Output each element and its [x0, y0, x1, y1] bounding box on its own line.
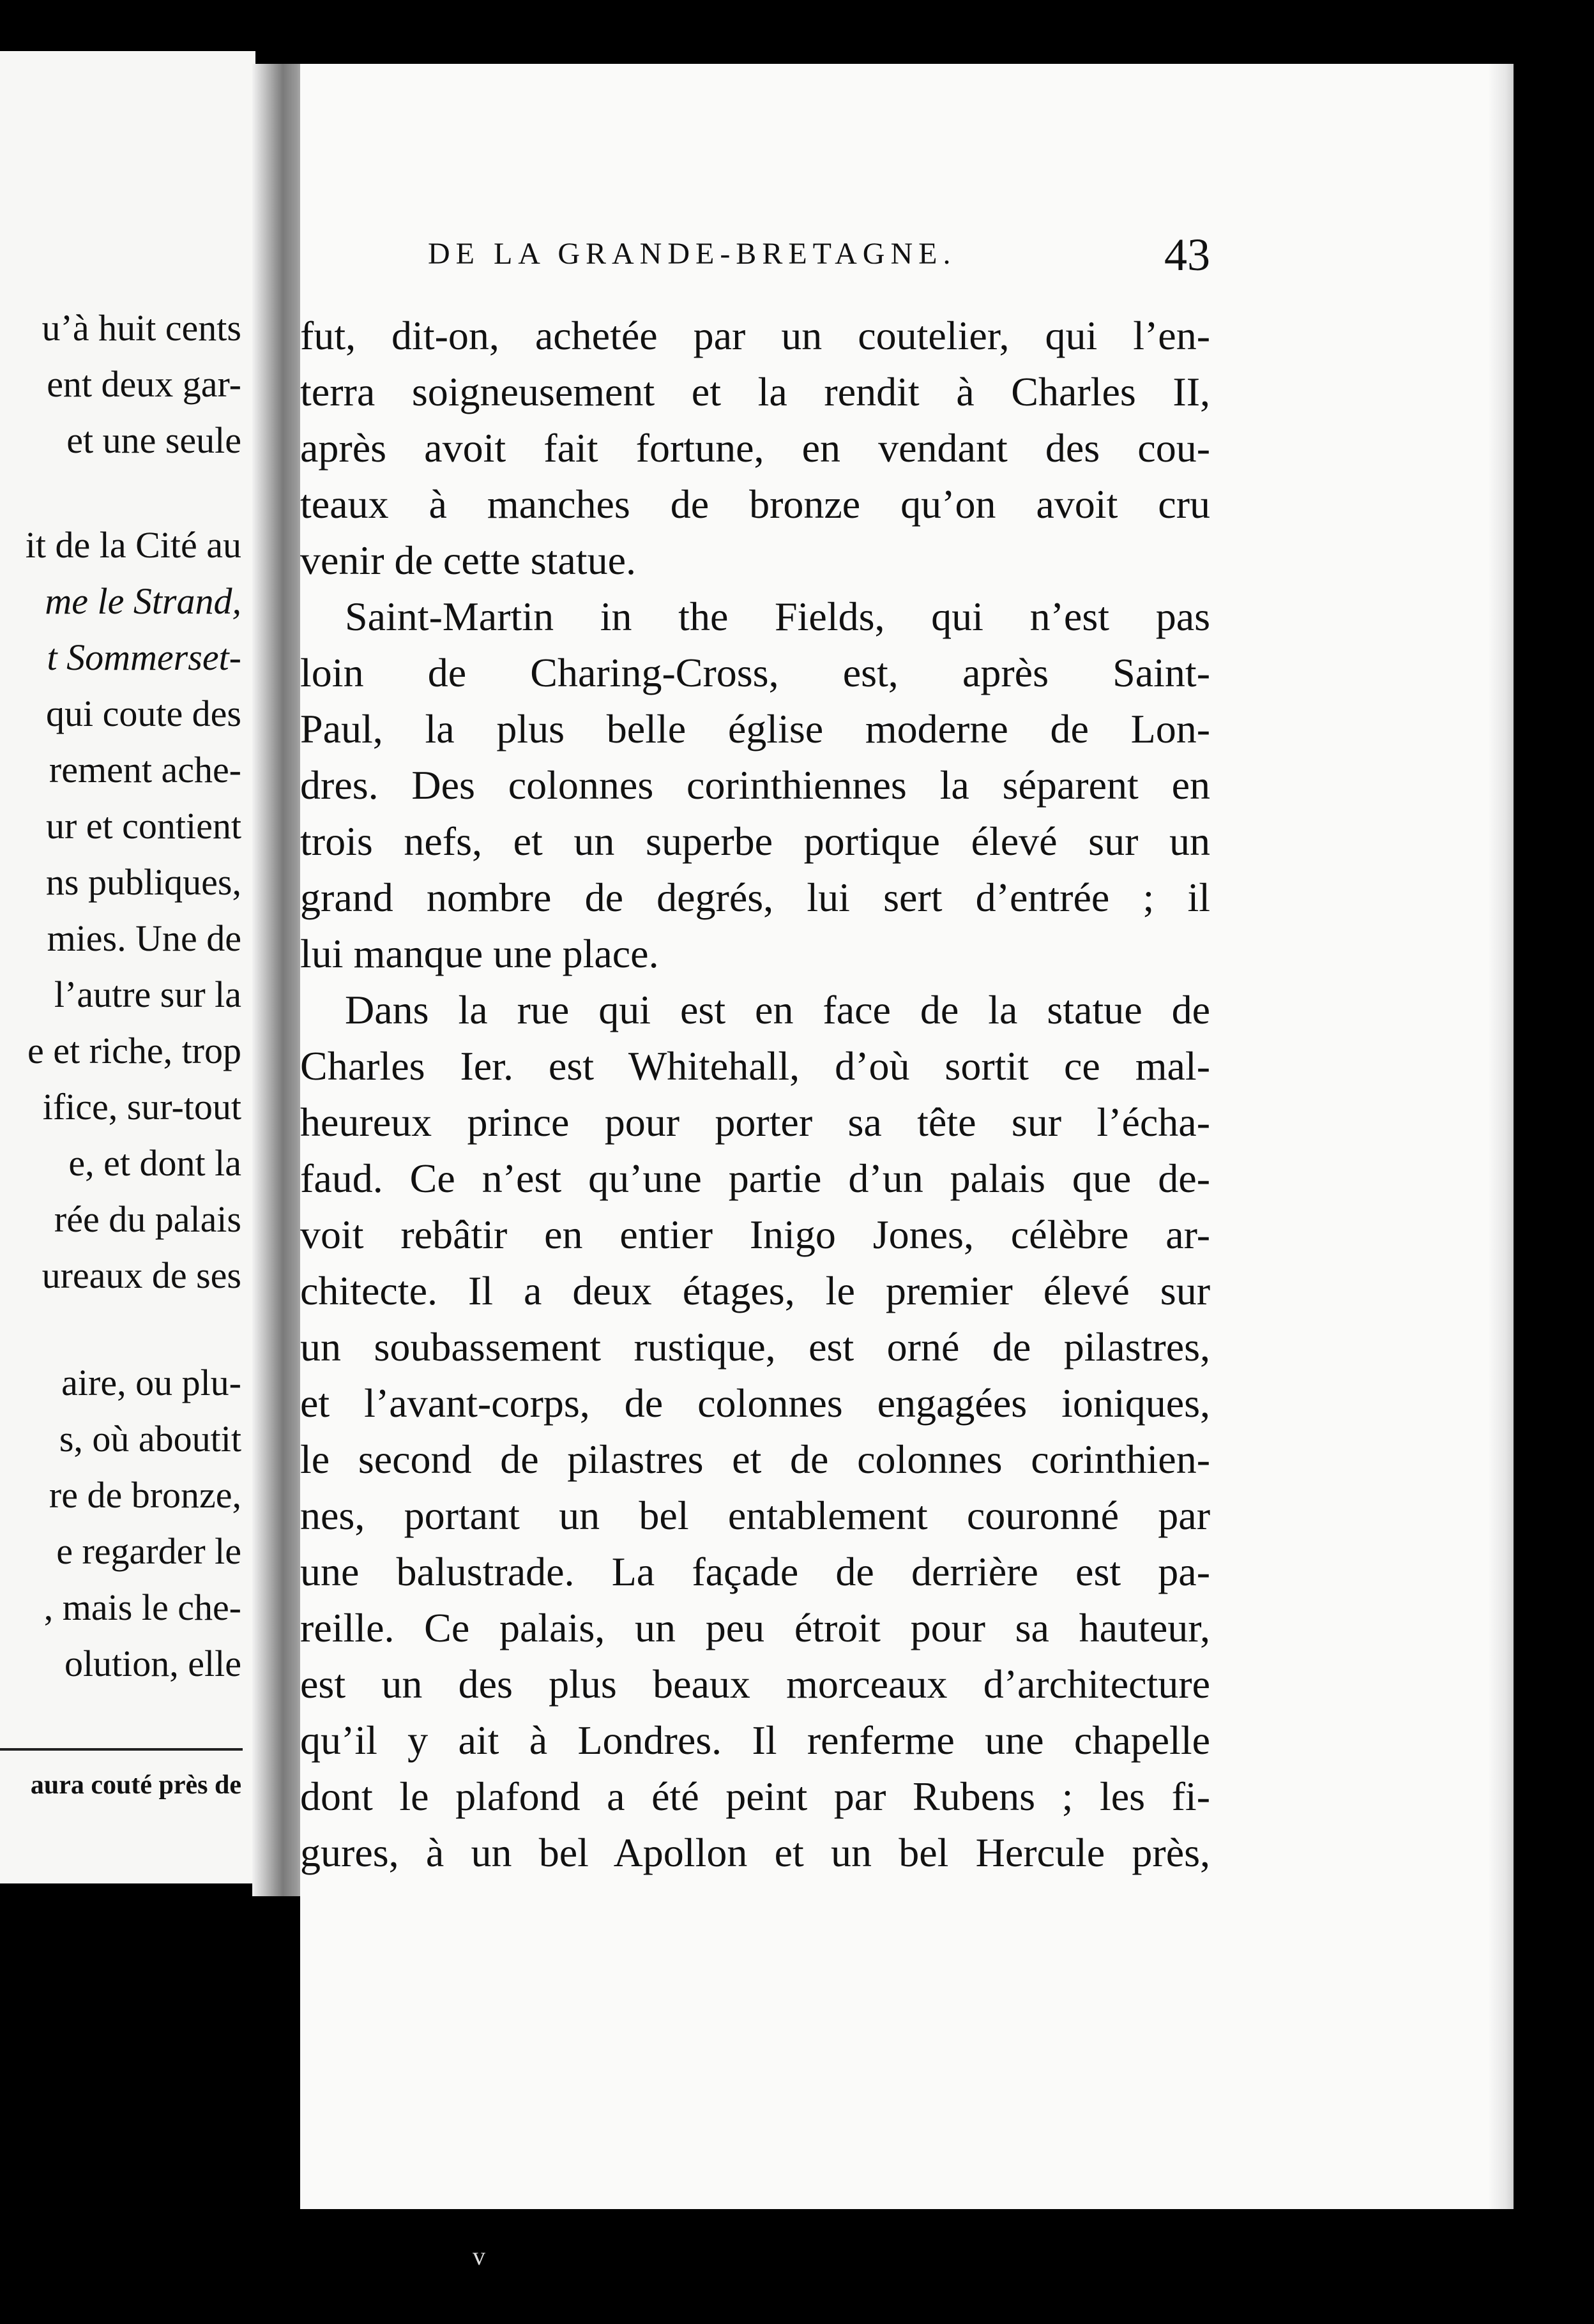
left-page-fragment	[0, 51, 255, 1883]
body-line: une balustrade. La façade de derrière est pa-	[300, 1549, 1210, 1594]
left-text-line: aire, ou plu-	[61, 1362, 241, 1403]
left-text-line: re de bronze,	[49, 1474, 241, 1516]
running-title: DE LA GRANDE-BRETAGNE.	[428, 237, 957, 271]
body-line: après avoit fait fortune, en vendant des cou-	[300, 425, 1210, 471]
left-text-line: u’à huit cents	[42, 307, 241, 349]
body-line: venir de cette statue.	[300, 538, 636, 583]
body-line: Saint-Martin in the Fields, qui n’est pas	[345, 594, 1210, 639]
left-text-line: ureaux de ses	[42, 1255, 241, 1296]
left-text-line: rée du palais	[54, 1198, 241, 1240]
body-line: le second de pilastres et de colonnes corinthien-	[300, 1437, 1210, 1482]
body-line: faud. Ce n’est qu’une partie d’un palais que de-	[300, 1156, 1210, 1201]
body-line: lui manque une place.	[300, 931, 659, 976]
left-text-line: mies. Une de	[47, 917, 241, 959]
body-line: loin de Charing-Cross, est, après Saint-	[300, 650, 1210, 695]
body-line: un soubassement rustique, est orné de pilastres,	[300, 1324, 1210, 1370]
left-text-line: s, où aboutit	[59, 1418, 241, 1460]
body-line: Paul, la plus belle église moderne de Lon-	[300, 706, 1210, 751]
body-line: teaux à manches de bronze qu’on avoit cru	[300, 481, 1210, 527]
body-line: fut, dit-on, achetée par un coutelier, qui l’en-	[300, 313, 1210, 358]
left-text-line: me le Strand,	[45, 580, 241, 622]
left-text-line: e, et dont la	[68, 1142, 241, 1184]
left-text-line: rement ache-	[49, 749, 241, 790]
body-line: gures, à un bel Apollon et un bel Hercule près,	[300, 1830, 1210, 1875]
body-line: Charles Ier. est Whitehall, d’où sortit ce mal-	[300, 1043, 1210, 1089]
body-line: voit rebâtir en entier Inigo Jones, célèbre ar-	[300, 1212, 1210, 1257]
body-line: reille. Ce palais, un peu étroit pour sa hauteur,	[300, 1605, 1210, 1650]
body-line: qu’il y ait à Londres. Il renferme une chapelle	[300, 1717, 1210, 1763]
body-line: grand nombre de degrés, lui sert d’entrée ; il	[300, 875, 1210, 920]
left-text-line: qui coute des	[45, 693, 241, 734]
left-text-line: l’autre sur la	[54, 974, 241, 1015]
body-line: trois nefs, et un superbe portique élevé sur un	[300, 819, 1210, 864]
footnote-rule	[0, 1748, 243, 1751]
left-footnote: aura couté près de	[30, 1770, 241, 1800]
body-line: et l’avant-corps, de colonnes engagées ioniques,	[300, 1380, 1210, 1426]
left-text-line: ifice, sur-tout	[42, 1086, 241, 1128]
left-text-line: ent deux gar-	[47, 363, 241, 405]
body-line: dres. Des colonnes corinthiennes la séparent en	[300, 762, 1210, 808]
body-line: nes, portant un bel entablement couronné par	[300, 1493, 1210, 1538]
left-text-line: et une seule	[66, 419, 241, 461]
left-text-line: e regarder le	[56, 1530, 241, 1572]
running-head	[428, 229, 1210, 287]
body-line: dont le plafond a été peint par Rubens ; les fi-	[300, 1774, 1210, 1819]
left-text-line: t Sommerset-	[47, 637, 241, 678]
body-line: heureux prince pour porter sa tête sur l’écha-	[300, 1099, 1210, 1145]
page-number: 43	[1164, 229, 1210, 280]
scan-speck: v	[473, 2242, 485, 2270]
left-text-line: e et riche, trop	[27, 1030, 241, 1071]
left-text-line: ur et contient	[45, 805, 241, 847]
body-line: est un des plus beaux morceaux d’architecture	[300, 1661, 1210, 1707]
left-text-line: ns publiques,	[45, 861, 241, 903]
body-line: Dans la rue qui est en face de la statue de	[345, 987, 1210, 1032]
body-line: chitecte. Il a deux étages, le premier élevé sur	[300, 1268, 1210, 1313]
page-edge-shadow	[1488, 64, 1514, 2209]
left-text-line: it de la Cité au	[25, 524, 241, 566]
left-text-line: olution, elle	[64, 1643, 241, 1684]
left-text-line: , mais le che-	[43, 1587, 241, 1628]
body-line: terra soigneusement et la rendit à Charles II,	[300, 369, 1210, 414]
